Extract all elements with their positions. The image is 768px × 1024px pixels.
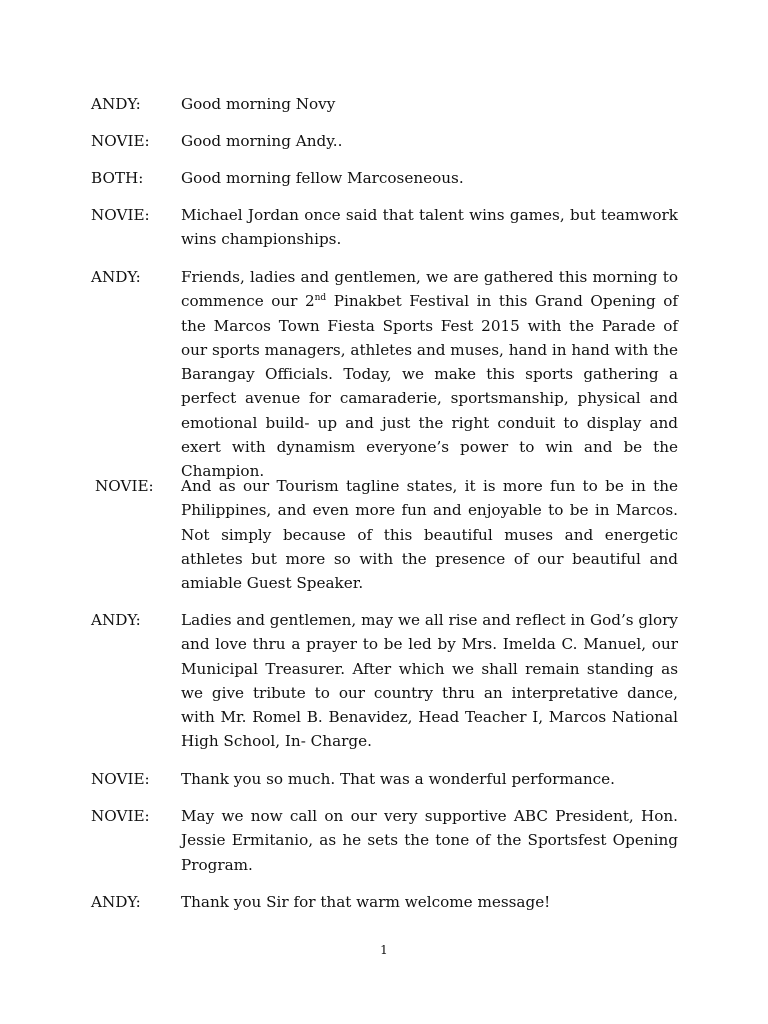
speaker-label: NOVIE: (91, 132, 150, 150)
speaker-label: NOVIE: (95, 477, 154, 495)
dialogue-text: Ladies and gentlemen, may we all rise and reflect in God’s glory and love thru a prayer to be led by Mrs. Imelda C. Manuel, our Municipal Treasurer. After which we shall remain standing as we give tribute to our country thru an interpretative dance, with Mr. Romel B. Benavidez, Head Teacher I, Marcos National High School, In- Charge. (181, 611, 678, 751)
speaker-label: NOVIE: (91, 770, 150, 788)
dialogue-text: Good morning fellow Marcoseneous. (181, 169, 464, 187)
dialogue-text: Good morning Andy.. (181, 132, 343, 150)
speaker-label: ANDY: (91, 268, 141, 286)
speaker-label: BOTH: (91, 169, 144, 187)
speaker-label: ANDY: (91, 611, 141, 629)
speaker-label: ANDY: (91, 95, 141, 113)
dialogue-text: Good morning Novy (181, 95, 336, 113)
page-number: 1 (380, 943, 388, 957)
dialogue-text: And as our Tourism tagline states, it is more fun to be in the Philippines, and even more fun and enjoyable to be in Marcos. Not simply because of this beautiful muses and energetic athletes but more so with the presence of our beautiful and amiable Guest Speaker. (181, 477, 678, 593)
dialogue-text (181, 265, 678, 484)
dialogue-text: May we now call on our very supportive ABC President, Hon. Jessie Ermitanio, as he sets the tone of the Sportsfest Opening Program. (181, 807, 678, 874)
ordinal-superscript: nd (314, 293, 327, 304)
dialogue-text: Michael Jordan once said that talent wins games, but teamwork wins championships. (181, 206, 678, 249)
dialogue-text-part: Pinakbet Festival in this Grand Opening of the Marcos Town Fiesta Sports Fest 2015 with the Parade of our sports managers, athletes and muses, hand in hand with the Barangay Officials. Today, we make this sports gathering a perfect avenue for camaraderie, sportsmanship, physical and emotional build- up and just the right conduit to display and exert with dynamism everyone’s power to win and be the Champion. (181, 292, 679, 481)
dialogue-text-part: Friends, ladies and gentlemen, we are gathered this morning to commence our 2 (181, 268, 678, 311)
speaker-label: NOVIE: (91, 206, 150, 224)
speaker-label: NOVIE: (91, 807, 150, 825)
speaker-label: ANDY: (91, 893, 141, 911)
dialogue-text: Thank you Sir for that warm welcome message! (181, 893, 551, 911)
dialogue-text: Thank you so much. That was a wonderful performance. (181, 770, 615, 788)
